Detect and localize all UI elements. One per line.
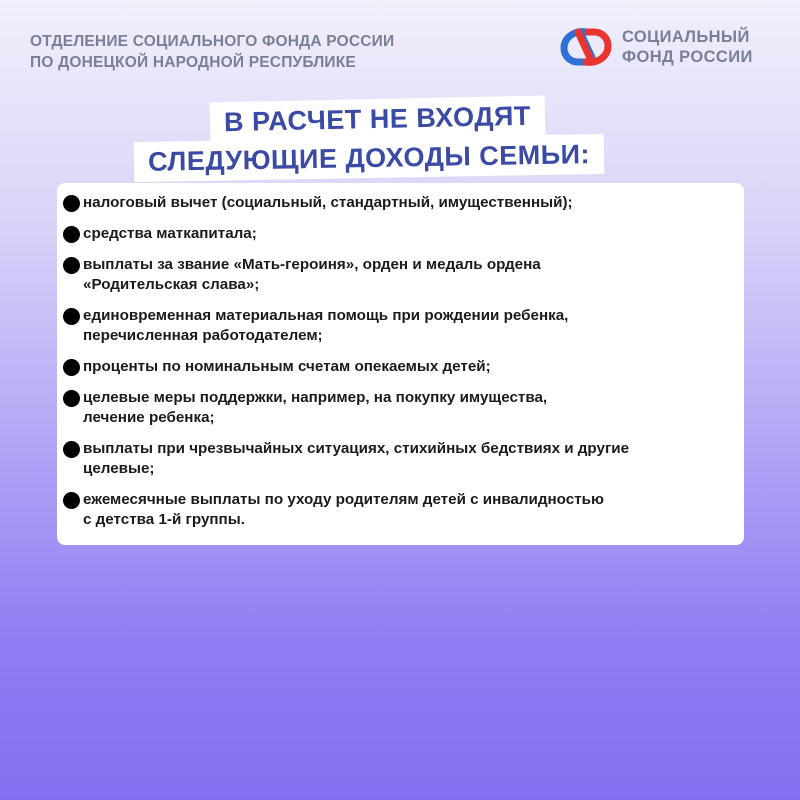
bullet-icon [63, 195, 80, 212]
page-title [0, 97, 800, 187]
organization-name-line2: ПО ДОНЕЦКОЙ НАРОДНОЙ РЕСПУБЛИКЕ [30, 54, 356, 71]
brand-text-line2: ФОНД РОССИИ [622, 48, 753, 66]
list-item [63, 306, 730, 346]
brand-text [622, 27, 753, 67]
organization-name [30, 31, 394, 73]
bullet-icon [63, 492, 80, 509]
organization-name-line1: ОТДЕЛЕНИЕ СОЦИАЛЬНОГО ФОНДА РОССИИ [30, 33, 395, 50]
title-line2: СЛЕДУЮЩИЕ ДОХОДЫ СЕМЬИ: [134, 134, 605, 182]
list-item [63, 388, 730, 428]
title-line1: В РАСЧЕТ НЕ ВХОДЯТ [210, 95, 546, 142]
list-item-text: выплаты при чрезвычайных ситуациях, стихийных бедствиях и другие целевые; [83, 440, 630, 477]
bullet-icon [63, 359, 80, 376]
bullet-icon [63, 390, 80, 407]
list-item [63, 193, 730, 213]
list-item-text: налоговый вычет (социальный, стандартный, имущественный); [83, 194, 573, 211]
list-item-text: единовременная материальная помощь при рождении ребенка, перечисленная работодателем; [83, 307, 569, 344]
list-item-text: целевые меры поддержки, например, на покупку имущества, лечение ребенка; [83, 389, 548, 426]
list-item-text: проценты по номинальным счетам опекаемых детей; [83, 358, 491, 375]
social-fund-logo-icon [560, 26, 612, 68]
list-item [63, 357, 730, 377]
bullet-icon [63, 441, 80, 458]
list-item [63, 255, 730, 295]
income-list-card [57, 183, 744, 545]
bullet-icon [63, 308, 80, 325]
list-item-text: средства маткапитала; [83, 225, 257, 242]
brand [560, 26, 753, 68]
list-item [63, 224, 730, 244]
brand-text-line1: СОЦИАЛЬНЫЙ [622, 28, 750, 46]
bullet-icon [63, 226, 80, 243]
list-item-text: выплаты за звание «Мать-героиня», орден и медаль ордена «Родительская слава»; [83, 256, 541, 293]
list-item-text: ежемесячные выплаты по уходу родителям детей с инвалидностью с детства 1-й группы. [83, 491, 604, 528]
bullet-icon [63, 257, 80, 274]
list-item [63, 490, 730, 530]
list-item [63, 439, 730, 479]
